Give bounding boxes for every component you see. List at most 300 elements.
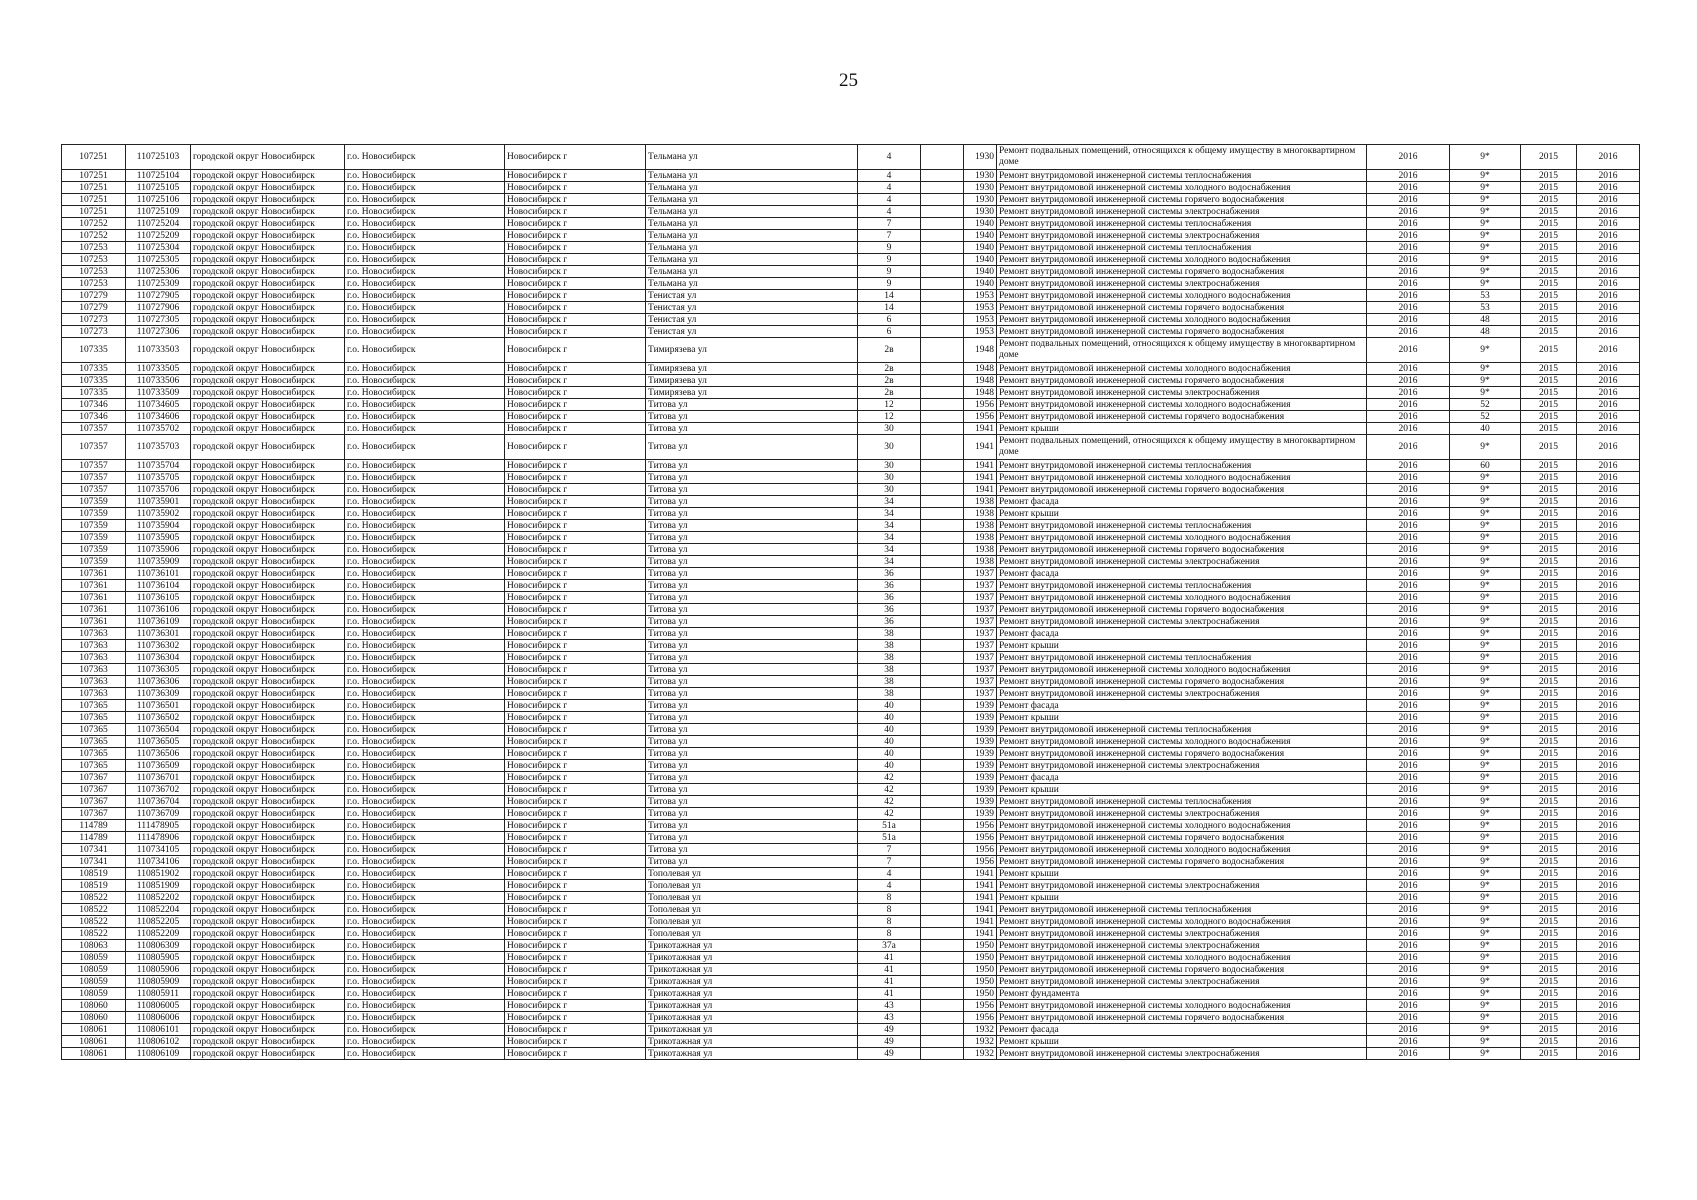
year-built-cell: 1950 xyxy=(964,964,997,976)
house-number-cell: 30 xyxy=(858,423,921,435)
work-type-cell: Ремонт внутридомовой инженерной системы теплоснабжения xyxy=(997,242,1367,254)
note-cell: 9* xyxy=(1450,218,1521,230)
work-id-cell: 110805905 xyxy=(126,952,191,964)
table-row xyxy=(62,508,1640,520)
year-built-cell: 1940 xyxy=(964,230,997,242)
plan-year-cell: 2016 xyxy=(1367,170,1450,182)
plan-year-cell: 2016 xyxy=(1367,314,1450,326)
plan-year-cell: 2016 xyxy=(1367,520,1450,532)
house-id-cell: 107251 xyxy=(62,145,126,170)
city-cell: Новосибирск г xyxy=(505,520,646,532)
note-cell: 9* xyxy=(1450,700,1521,712)
district-cell: г.о. Новосибирск xyxy=(345,664,505,676)
year-built-cell: 1937 xyxy=(964,688,997,700)
work-type-cell: Ремонт внутридомовой инженерной системы теплоснабжения xyxy=(997,520,1367,532)
street-cell: Трикотажная ул xyxy=(646,1012,858,1024)
work-type-cell: Ремонт внутридомовой инженерной системы электроснабжения xyxy=(997,880,1367,892)
building-cell xyxy=(921,496,964,508)
note-cell: 9* xyxy=(1450,856,1521,868)
year-built-cell: 1939 xyxy=(964,808,997,820)
end-year-cell: 2016 xyxy=(1577,976,1640,988)
house-number-cell: 40 xyxy=(858,760,921,772)
year-built-cell: 1939 xyxy=(964,736,997,748)
end-year-cell: 2016 xyxy=(1577,532,1640,544)
table-row xyxy=(62,880,1640,892)
work-id-cell: 111478905 xyxy=(126,820,191,832)
plan-year-cell: 2016 xyxy=(1367,194,1450,206)
house-id-cell: 107251 xyxy=(62,206,126,218)
work-type-cell: Ремонт внутридомовой инженерной системы электроснабжения xyxy=(997,206,1367,218)
municipality-cell: городской округ Новосибирск xyxy=(191,568,345,580)
end-year-cell: 2016 xyxy=(1577,484,1640,496)
building-cell xyxy=(921,411,964,423)
house-id-cell: 107363 xyxy=(62,640,126,652)
plan-year-cell: 2016 xyxy=(1367,676,1450,688)
work-type-cell: Ремонт внутридомовой инженерной системы холодного водоснабжения xyxy=(997,664,1367,676)
plan-year-cell: 2016 xyxy=(1367,472,1450,484)
building-cell xyxy=(921,278,964,290)
municipality-cell: городской округ Новосибирск xyxy=(191,700,345,712)
work-type-cell: Ремонт крыши xyxy=(997,868,1367,880)
note-cell: 9* xyxy=(1450,266,1521,278)
municipality-cell: городской округ Новосибирск xyxy=(191,988,345,1000)
work-id-cell: 110805909 xyxy=(126,976,191,988)
start-year-cell: 2015 xyxy=(1521,664,1577,676)
start-year-cell: 2015 xyxy=(1521,988,1577,1000)
district-cell: г.о. Новосибирск xyxy=(345,230,505,242)
district-cell: г.о. Новосибирск xyxy=(345,423,505,435)
house-id-cell: 107359 xyxy=(62,508,126,520)
work-id-cell: 110725106 xyxy=(126,194,191,206)
end-year-cell: 2016 xyxy=(1577,182,1640,194)
building-cell xyxy=(921,628,964,640)
start-year-cell: 2015 xyxy=(1521,940,1577,952)
table-row xyxy=(62,290,1640,302)
work-id-cell: 110735703 xyxy=(126,435,191,460)
end-year-cell: 2016 xyxy=(1577,928,1640,940)
work-type-cell: Ремонт внутридомовой инженерной системы теплоснабжения xyxy=(997,724,1367,736)
work-id-cell: 110736509 xyxy=(126,760,191,772)
plan-year-cell: 2016 xyxy=(1367,496,1450,508)
table-row xyxy=(62,411,1640,423)
city-cell: Новосибирск г xyxy=(505,952,646,964)
note-cell: 9* xyxy=(1450,484,1521,496)
city-cell: Новосибирск г xyxy=(505,544,646,556)
building-cell xyxy=(921,556,964,568)
house-id-cell: 108063 xyxy=(62,940,126,952)
year-built-cell: 1940 xyxy=(964,266,997,278)
start-year-cell: 2015 xyxy=(1521,616,1577,628)
start-year-cell: 2015 xyxy=(1521,460,1577,472)
municipality-cell: городской округ Новосибирск xyxy=(191,399,345,411)
district-cell: г.о. Новосибирск xyxy=(345,604,505,616)
plan-year-cell: 2016 xyxy=(1367,916,1450,928)
municipality-cell: городской округ Новосибирск xyxy=(191,266,345,278)
city-cell: Новосибирск г xyxy=(505,1036,646,1048)
city-cell: Новосибирск г xyxy=(505,484,646,496)
street-cell: Титова ул xyxy=(646,460,858,472)
plan-year-cell: 2016 xyxy=(1367,1012,1450,1024)
year-built-cell: 1937 xyxy=(964,568,997,580)
year-built-cell: 1937 xyxy=(964,592,997,604)
year-built-cell: 1940 xyxy=(964,218,997,230)
house-number-cell: 30 xyxy=(858,484,921,496)
house-number-cell: 9 xyxy=(858,278,921,290)
house-id-cell: 107253 xyxy=(62,254,126,266)
note-cell: 53 xyxy=(1450,290,1521,302)
table-row xyxy=(62,928,1640,940)
end-year-cell: 2016 xyxy=(1577,375,1640,387)
house-id-cell: 107359 xyxy=(62,556,126,568)
table-row xyxy=(62,556,1640,568)
house-number-cell: 36 xyxy=(858,592,921,604)
street-cell: Тенистая ул xyxy=(646,314,858,326)
municipality-cell: городской округ Новосибирск xyxy=(191,254,345,266)
district-cell: г.о. Новосибирск xyxy=(345,544,505,556)
work-type-cell: Ремонт внутридомовой инженерной системы холодного водоснабжения xyxy=(997,844,1367,856)
work-type-cell: Ремонт внутридомовой инженерной системы электроснабжения xyxy=(997,760,1367,772)
table-row xyxy=(62,664,1640,676)
work-type-cell: Ремонт внутридомовой инженерной системы холодного водоснабжения xyxy=(997,952,1367,964)
building-cell xyxy=(921,892,964,904)
work-type-cell: Ремонт внутридомовой инженерной системы холодного водоснабжения xyxy=(997,290,1367,302)
house-number-cell: 4 xyxy=(858,868,921,880)
year-built-cell: 1941 xyxy=(964,868,997,880)
table-row xyxy=(62,676,1640,688)
district-cell: г.о. Новосибирск xyxy=(345,290,505,302)
plan-year-cell: 2016 xyxy=(1367,688,1450,700)
city-cell: Новосибирск г xyxy=(505,278,646,290)
street-cell: Тополевая ул xyxy=(646,928,858,940)
municipality-cell: городской округ Новосибирск xyxy=(191,520,345,532)
district-cell: г.о. Новосибирск xyxy=(345,206,505,218)
district-cell: г.о. Новосибирск xyxy=(345,712,505,724)
plan-year-cell: 2016 xyxy=(1367,940,1450,952)
work-type-cell: Ремонт подвальных помещений, относящихся к общему имуществу в многоквартирном доме xyxy=(997,435,1367,460)
house-number-cell: 49 xyxy=(858,1036,921,1048)
work-id-cell: 110725109 xyxy=(126,206,191,218)
plan-year-cell: 2016 xyxy=(1367,338,1450,363)
start-year-cell: 2015 xyxy=(1521,904,1577,916)
municipality-cell: городской округ Новосибирск xyxy=(191,290,345,302)
work-type-cell: Ремонт внутридомовой инженерной системы горячего водоснабжения xyxy=(997,748,1367,760)
house-number-cell: 42 xyxy=(858,808,921,820)
street-cell: Титова ул xyxy=(646,411,858,423)
work-type-cell: Ремонт внутридомовой инженерной системы горячего водоснабжения xyxy=(997,266,1367,278)
note-cell: 9* xyxy=(1450,1012,1521,1024)
street-cell: Титова ул xyxy=(646,700,858,712)
district-cell: г.о. Новосибирск xyxy=(345,278,505,290)
district-cell: г.о. Новосибирск xyxy=(345,194,505,206)
end-year-cell: 2016 xyxy=(1577,556,1640,568)
work-type-cell: Ремонт крыши xyxy=(997,784,1367,796)
district-cell: г.о. Новосибирск xyxy=(345,868,505,880)
house-number-cell: 6 xyxy=(858,326,921,338)
work-type-cell: Ремонт фасада xyxy=(997,772,1367,784)
work-type-cell: Ремонт внутридомовой инженерной системы электроснабжения xyxy=(997,230,1367,242)
end-year-cell: 2016 xyxy=(1577,230,1640,242)
work-type-cell: Ремонт внутридомовой инженерной системы горячего водоснабжения xyxy=(997,1012,1367,1024)
house-number-cell: 4 xyxy=(858,194,921,206)
district-cell: г.о. Новосибирск xyxy=(345,688,505,700)
district-cell: г.о. Новосибирск xyxy=(345,652,505,664)
street-cell: Тельмана ул xyxy=(646,230,858,242)
municipality-cell: городской округ Новосибирск xyxy=(191,808,345,820)
house-id-cell: 107361 xyxy=(62,580,126,592)
municipality-cell: городской округ Новосибирск xyxy=(191,772,345,784)
start-year-cell: 2015 xyxy=(1521,302,1577,314)
city-cell: Новосибирск г xyxy=(505,145,646,170)
work-id-cell: 110733503 xyxy=(126,338,191,363)
building-cell xyxy=(921,266,964,278)
table-row xyxy=(62,302,1640,314)
work-id-cell: 110736304 xyxy=(126,652,191,664)
work-id-cell: 110736302 xyxy=(126,640,191,652)
year-built-cell: 1940 xyxy=(964,278,997,290)
work-type-cell: Ремонт внутридомовой инженерной системы электроснабжения xyxy=(997,928,1367,940)
end-year-cell: 2016 xyxy=(1577,363,1640,375)
start-year-cell: 2015 xyxy=(1521,736,1577,748)
street-cell: Титова ул xyxy=(646,856,858,868)
end-year-cell: 2016 xyxy=(1577,423,1640,435)
year-built-cell: 1948 xyxy=(964,363,997,375)
end-year-cell: 2016 xyxy=(1577,387,1640,399)
district-cell: г.о. Новосибирск xyxy=(345,580,505,592)
end-year-cell: 2016 xyxy=(1577,772,1640,784)
city-cell: Новосибирск г xyxy=(505,266,646,278)
work-id-cell: 110851902 xyxy=(126,868,191,880)
house-id-cell: 108059 xyxy=(62,964,126,976)
building-cell xyxy=(921,182,964,194)
work-type-cell: Ремонт внутридомовой инженерной системы электроснабжения xyxy=(997,556,1367,568)
work-type-cell: Ремонт внутридомовой инженерной системы теплоснабжения xyxy=(997,218,1367,230)
house-id-cell: 107253 xyxy=(62,266,126,278)
house-number-cell: 7 xyxy=(858,230,921,242)
table-row xyxy=(62,387,1640,399)
note-cell: 9* xyxy=(1450,338,1521,363)
start-year-cell: 2015 xyxy=(1521,508,1577,520)
district-cell: г.о. Новосибирск xyxy=(345,435,505,460)
end-year-cell: 2016 xyxy=(1577,266,1640,278)
end-year-cell: 2016 xyxy=(1577,688,1640,700)
plan-year-cell: 2016 xyxy=(1367,1000,1450,1012)
start-year-cell: 2015 xyxy=(1521,182,1577,194)
work-id-cell: 110806102 xyxy=(126,1036,191,1048)
plan-year-cell: 2016 xyxy=(1367,856,1450,868)
table-row xyxy=(62,592,1640,604)
city-cell: Новосибирск г xyxy=(505,904,646,916)
municipality-cell: городской округ Новосибирск xyxy=(191,952,345,964)
work-id-cell: 110736305 xyxy=(126,664,191,676)
end-year-cell: 2016 xyxy=(1577,760,1640,772)
work-id-cell: 110733505 xyxy=(126,363,191,375)
house-number-cell: 42 xyxy=(858,796,921,808)
municipality-cell: городской округ Новосибирск xyxy=(191,182,345,194)
street-cell: Трикотажная ул xyxy=(646,976,858,988)
building-cell xyxy=(921,736,964,748)
building-cell xyxy=(921,302,964,314)
table-row xyxy=(62,988,1640,1000)
work-type-cell: Ремонт подвальных помещений, относящихся к общему имуществу в многоквартирном доме xyxy=(997,145,1367,170)
municipality-cell: городской округ Новосибирск xyxy=(191,640,345,652)
street-cell: Тимирязева ул xyxy=(646,375,858,387)
house-number-cell: 43 xyxy=(858,1012,921,1024)
house-number-cell: 40 xyxy=(858,712,921,724)
note-cell: 9* xyxy=(1450,145,1521,170)
district-cell: г.о. Новосибирск xyxy=(345,375,505,387)
end-year-cell: 2016 xyxy=(1577,254,1640,266)
table-row xyxy=(62,736,1640,748)
house-id-cell: 107335 xyxy=(62,363,126,375)
work-id-cell: 110734105 xyxy=(126,844,191,856)
work-type-cell: Ремонт внутридомовой инженерной системы холодного водоснабжения xyxy=(997,363,1367,375)
building-cell xyxy=(921,484,964,496)
street-cell: Тельмана ул xyxy=(646,194,858,206)
plan-year-cell: 2016 xyxy=(1367,748,1450,760)
note-cell: 9* xyxy=(1450,508,1521,520)
year-built-cell: 1939 xyxy=(964,748,997,760)
house-number-cell: 40 xyxy=(858,724,921,736)
district-cell: г.о. Новосибирск xyxy=(345,182,505,194)
start-year-cell: 2015 xyxy=(1521,892,1577,904)
start-year-cell: 2015 xyxy=(1521,844,1577,856)
house-id-cell: 107341 xyxy=(62,856,126,868)
note-cell: 9* xyxy=(1450,676,1521,688)
city-cell: Новосибирск г xyxy=(505,1024,646,1036)
street-cell: Титова ул xyxy=(646,532,858,544)
building-cell xyxy=(921,784,964,796)
end-year-cell: 2016 xyxy=(1577,952,1640,964)
start-year-cell: 2015 xyxy=(1521,760,1577,772)
work-type-cell: Ремонт внутридомовой инженерной системы электроснабжения xyxy=(997,940,1367,952)
house-id-cell: 108519 xyxy=(62,868,126,880)
table-row xyxy=(62,688,1640,700)
street-cell: Титова ул xyxy=(646,616,858,628)
district-cell: г.о. Новосибирск xyxy=(345,724,505,736)
plan-year-cell: 2016 xyxy=(1367,700,1450,712)
house-number-cell: 42 xyxy=(858,772,921,784)
district-cell: г.о. Новосибирск xyxy=(345,411,505,423)
table-row xyxy=(62,916,1640,928)
city-cell: Новосибирск г xyxy=(505,206,646,218)
plan-year-cell: 2016 xyxy=(1367,844,1450,856)
end-year-cell: 2016 xyxy=(1577,940,1640,952)
end-year-cell: 2016 xyxy=(1577,808,1640,820)
district-cell: г.о. Новосибирск xyxy=(345,254,505,266)
work-type-cell: Ремонт внутридомовой инженерной системы электроснабжения xyxy=(997,278,1367,290)
work-type-cell: Ремонт внутридомовой инженерной системы теплоснабжения xyxy=(997,796,1367,808)
start-year-cell: 2015 xyxy=(1521,290,1577,302)
house-number-cell: 12 xyxy=(858,399,921,411)
plan-year-cell: 2016 xyxy=(1367,435,1450,460)
municipality-cell: городской округ Новосибирск xyxy=(191,736,345,748)
municipality-cell: городской округ Новосибирск xyxy=(191,230,345,242)
plan-year-cell: 2016 xyxy=(1367,988,1450,1000)
year-built-cell: 1956 xyxy=(964,411,997,423)
work-type-cell: Ремонт внутридомовой инженерной системы холодного водоснабжения xyxy=(997,916,1367,928)
street-cell: Титова ул xyxy=(646,628,858,640)
start-year-cell: 2015 xyxy=(1521,399,1577,411)
city-cell: Новосибирск г xyxy=(505,460,646,472)
municipality-cell: городской округ Новосибирск xyxy=(191,145,345,170)
house-number-cell: 30 xyxy=(858,460,921,472)
street-cell: Титова ул xyxy=(646,664,858,676)
work-type-cell: Ремонт внутридомовой инженерной системы холодного водоснабжения xyxy=(997,399,1367,411)
house-number-cell: 36 xyxy=(858,604,921,616)
street-cell: Тельмана ул xyxy=(646,242,858,254)
work-type-cell: Ремонт подвальных помещений, относящихся к общему имуществу в многоквартирном доме xyxy=(997,338,1367,363)
house-id-cell: 107361 xyxy=(62,592,126,604)
year-built-cell: 1941 xyxy=(964,472,997,484)
city-cell: Новосибирск г xyxy=(505,724,646,736)
note-cell: 9* xyxy=(1450,544,1521,556)
city-cell: Новосибирск г xyxy=(505,712,646,724)
house-id-cell: 107363 xyxy=(62,628,126,640)
start-year-cell: 2015 xyxy=(1521,544,1577,556)
note-cell: 9* xyxy=(1450,472,1521,484)
start-year-cell: 2015 xyxy=(1521,435,1577,460)
street-cell: Тенистая ул xyxy=(646,290,858,302)
work-type-cell: Ремонт фасада xyxy=(997,700,1367,712)
work-type-cell: Ремонт внутридомовой инженерной системы холодного водоснабжения xyxy=(997,472,1367,484)
city-cell: Новосибирск г xyxy=(505,363,646,375)
end-year-cell: 2016 xyxy=(1577,640,1640,652)
note-cell: 9* xyxy=(1450,568,1521,580)
plan-year-cell: 2016 xyxy=(1367,568,1450,580)
work-type-cell: Ремонт фасада xyxy=(997,496,1367,508)
work-type-cell: Ремонт внутридомовой инженерной системы горячего водоснабжения xyxy=(997,484,1367,496)
house-id-cell: 107359 xyxy=(62,532,126,544)
work-id-cell: 110806101 xyxy=(126,1024,191,1036)
city-cell: Новосибирск г xyxy=(505,254,646,266)
table-row xyxy=(62,375,1640,387)
plan-year-cell: 2016 xyxy=(1367,375,1450,387)
work-id-cell: 110725306 xyxy=(126,266,191,278)
city-cell: Новосибирск г xyxy=(505,508,646,520)
note-cell: 9* xyxy=(1450,435,1521,460)
house-number-cell: 40 xyxy=(858,748,921,760)
municipality-cell: городской округ Новосибирск xyxy=(191,916,345,928)
street-cell: Титова ул xyxy=(646,844,858,856)
street-cell: Титова ул xyxy=(646,508,858,520)
municipality-cell: городской округ Новосибирск xyxy=(191,1012,345,1024)
year-built-cell: 1953 xyxy=(964,290,997,302)
municipality-cell: городской округ Новосибирск xyxy=(191,880,345,892)
table-row xyxy=(62,194,1640,206)
table-row xyxy=(62,206,1640,218)
house-id-cell: 107365 xyxy=(62,748,126,760)
district-cell: г.о. Новосибирск xyxy=(345,1024,505,1036)
end-year-cell: 2016 xyxy=(1577,724,1640,736)
plan-year-cell: 2016 xyxy=(1367,904,1450,916)
plan-year-cell: 2016 xyxy=(1367,230,1450,242)
plan-year-cell: 2016 xyxy=(1367,1024,1450,1036)
municipality-cell: городской округ Новосибирск xyxy=(191,242,345,254)
building-cell xyxy=(921,976,964,988)
table-row xyxy=(62,652,1640,664)
year-built-cell: 1937 xyxy=(964,580,997,592)
work-type-cell: Ремонт внутридомовой инженерной системы горячего водоснабжения xyxy=(997,302,1367,314)
house-id-cell: 108522 xyxy=(62,904,126,916)
year-built-cell: 1938 xyxy=(964,496,997,508)
district-cell: г.о. Новосибирск xyxy=(345,616,505,628)
work-id-cell: 110736502 xyxy=(126,712,191,724)
city-cell: Новосибирск г xyxy=(505,664,646,676)
city-cell: Новосибирск г xyxy=(505,784,646,796)
municipality-cell: городской округ Новосибирск xyxy=(191,856,345,868)
work-type-cell: Ремонт внутридомовой инженерной системы электроснабжения xyxy=(997,387,1367,399)
building-cell xyxy=(921,472,964,484)
